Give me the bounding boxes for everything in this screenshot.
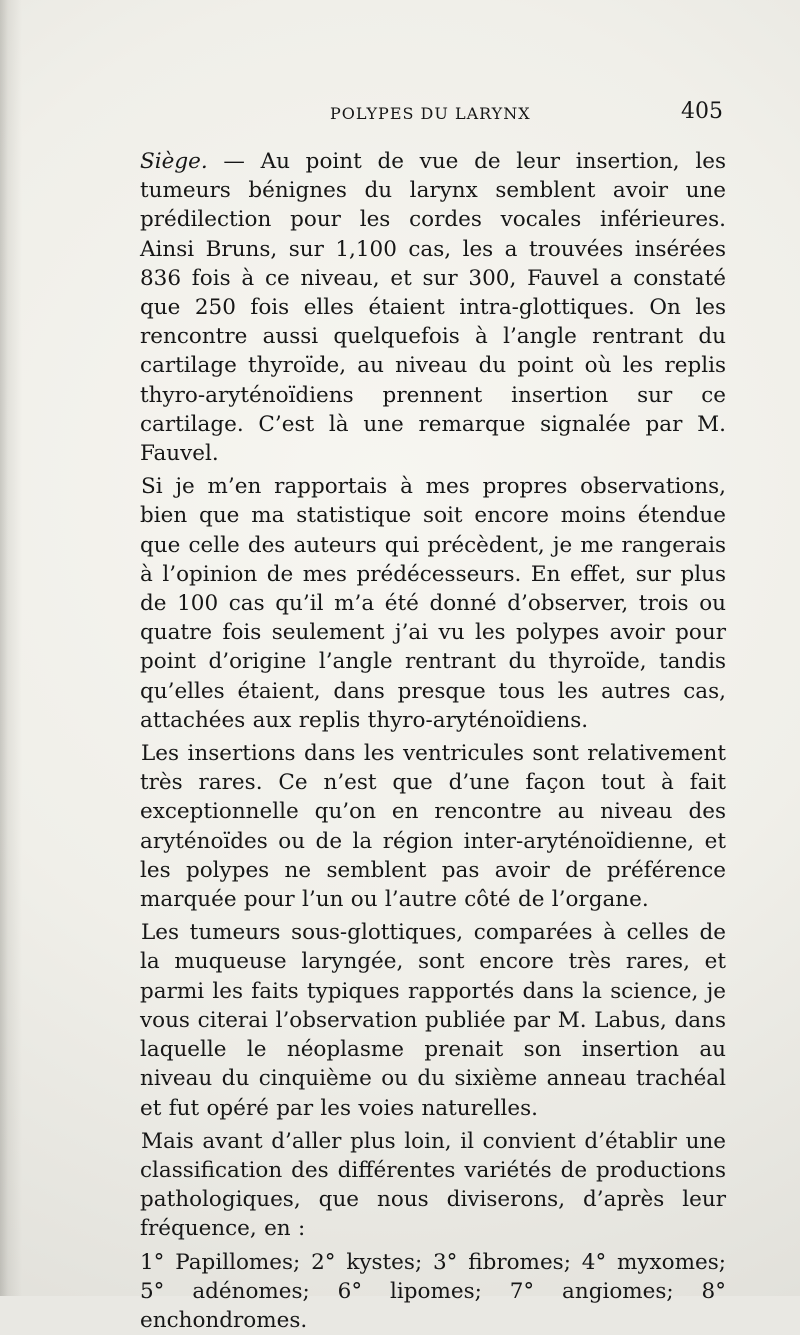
paragraph-siege-text: — Au point de vue de leur insertion, les tumeurs bénignes du larynx semblent avoir une prédilection pour les cordes vocales inférieures. Ainsi Bruns, sur 1,100 cas, les a trouvées insérées 836 fois à ce niveau, et sur 300, Fauvel a constaté que 250 fois elles étaient intra-glottiques. On les rencontre aussi quelquefois à l’angle rentrant du cartilage thyroïde, au niveau du point où les replis thyro-aryténoïdiens prennent insertion sur ce cartilage. C’est là une remarque signalée par M. Fauvel. (140, 149, 726, 467)
paragraph-siege (140, 147, 726, 468)
paragraph-observations: Si je m’en rapportais à mes propres observations, bien que ma statistique soit encore moins étendue que celle des auteurs qui précèdent, je me rangerais à l’opinion de mes prédécesseurs. En effet, sur plus de 100 cas qu’il m’a été donné d’observer, trois ou quatre fois seulement j’ai vu les polypes avoir pour point d’origine l’angle rentrant du thyroïde, tandis qu’elles étaient, dans presque tous les autres cas, attachées aux replis thyro-aryténoïdiens. (140, 474, 726, 733)
paragraph-classification: Mais avant d’aller plus loin, il convient d’établir une classification des différentes variétés de productions pathologiques, que nous diviserons, d’après leur fréquence, en : (140, 1128, 726, 1242)
paragraph-insertions: Les insertions dans les ventricules sont relativement très rares. Ce n’est que d’une façon tout à fait exceptionnelle qu’on en rencontre au niveau des aryténoïdes ou de la région inter-aryténoïdienne, et les polypes ne semblent pas avoir de préférence marquée pour l’un ou l’autre côté de l’organe. (140, 741, 726, 913)
siege-heading: Siège. (140, 149, 208, 174)
binding-shadow (0, 0, 22, 1296)
paragraph-sous-glottiques: Les tumeurs sous-glottiques, comparées à celles de la muqueuse laryngée, sont encore très rares, et parmi les faits typiques rapportés dans la science, je vous citerai l’observation publiée par M. Labus, dans laquelle le néoplasme prenait son insertion au niveau du cinquième ou du sixième anneau trachéal et fut opéré par les voies naturelles. (140, 920, 726, 1121)
running-head (0, 99, 800, 126)
page-number: 405 (681, 99, 723, 124)
paragraph-varieties: 1° Papillomes; 2° kystes; 3° fibromes; 4° myxomes; 5° adénomes; 6° lipomes; 7° angiomes; 8° enchondromes. (140, 1249, 726, 1333)
main-text (140, 147, 726, 1335)
running-title: POLYPES DU LARYNX (330, 104, 531, 123)
